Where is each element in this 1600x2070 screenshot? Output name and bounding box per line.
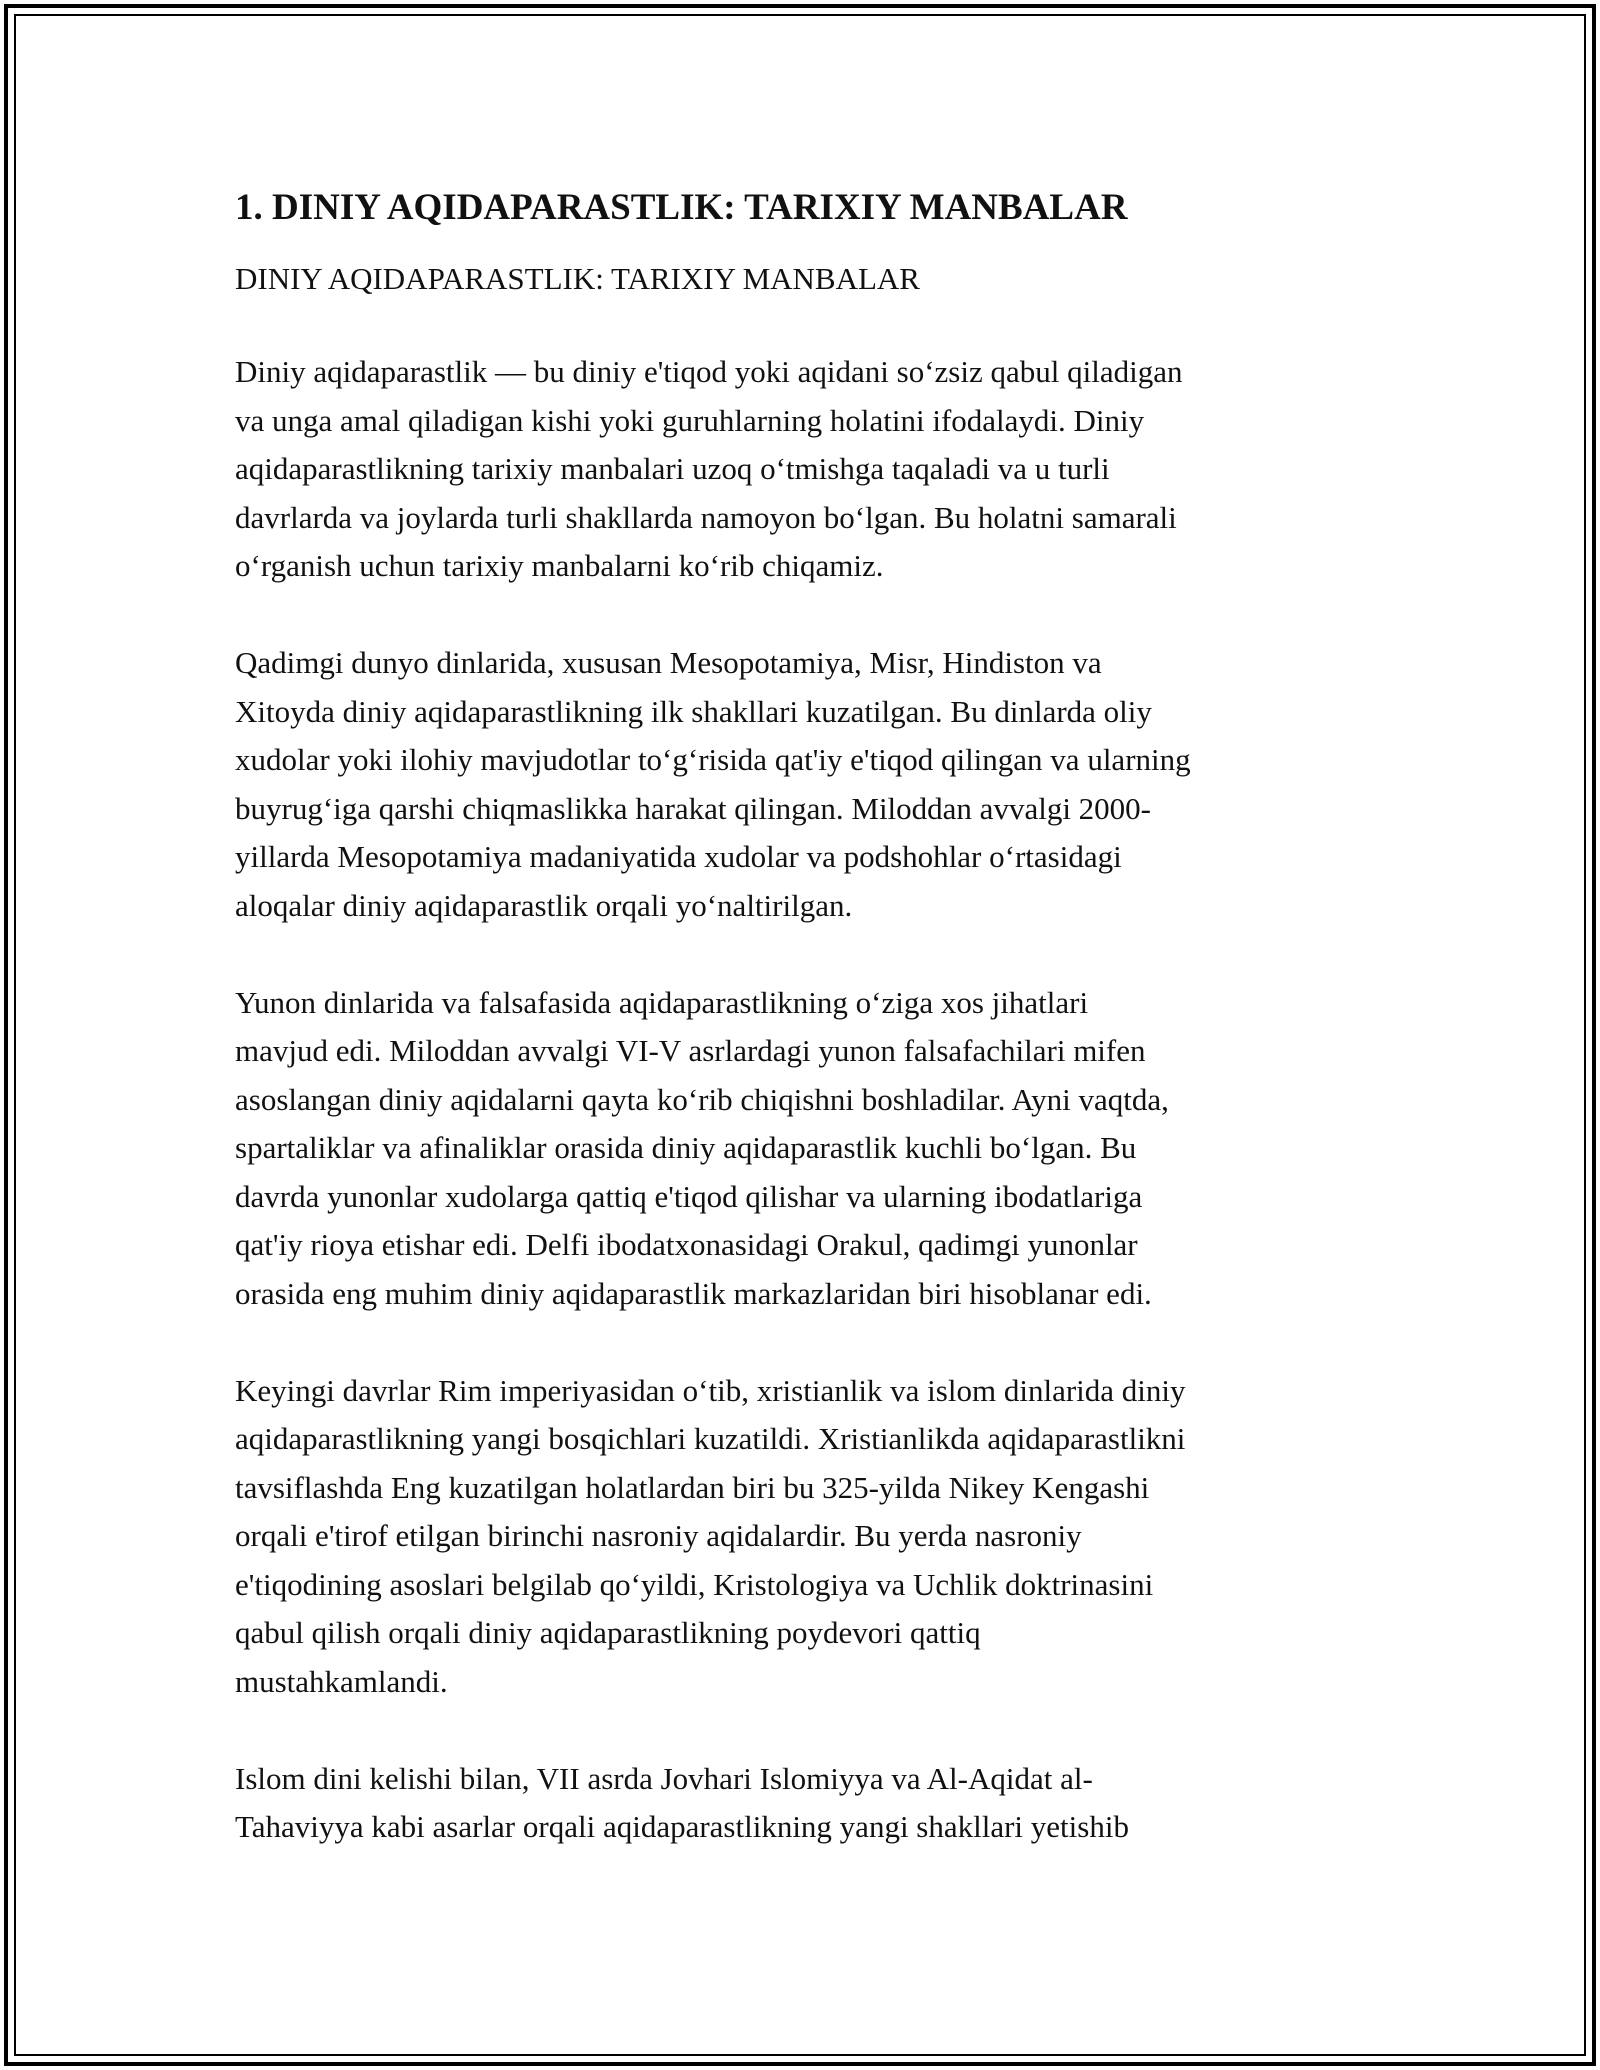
paragraph-line: Keyingi davrlar Rim imperiyasidan o‘tib, xristianlik va islom dinlarida diniy	[235, 1372, 1186, 1408]
section-heading: 1. DINIY AQIDAPARASTLIK: TARIXIY MANBALAR	[235, 187, 1128, 228]
paragraph-line: aqidaparastlikning tarixiy manbalari uzoq o‘tmishga taqaladi va u turli	[235, 451, 1110, 486]
paragraph-line: tavsiflashda Eng kuzatilgan holatlardan biri bu 325-yilda Nikey Kengashi	[235, 1469, 1150, 1505]
paragraph-line: qat'iy rioya etishar edi. Delfi ibodatxonasidagi Orakul, qadimgi yunonlar	[235, 1227, 1138, 1262]
paragraph-5	[235, 1755, 1365, 1852]
paragraph-line: orqali e'tirof etilgan birinchi nasroniy aqidalardir. Bu yerda nasroniy	[235, 1518, 1082, 1553]
paragraph-line: e'tiqodining asoslari belgilab qo‘yildi, Kristologiya va Uchlik doktrinasini	[235, 1566, 1154, 1602]
paragraph-4	[235, 1367, 1365, 1707]
paragraph-line: Qadimgi dunyo dinlarida, xususan Mesopotamiya, Misr, Hindiston va	[235, 645, 1102, 680]
paragraph-line: qabul qilish orqali diniy aqidaparastlikning poydevori qattiq	[235, 1615, 981, 1650]
paragraph-2	[235, 639, 1365, 930]
paragraph-line: Islom dini kelishi bilan, VII asrda Jovhari Islomiyya va Al-Aqidat al-	[235, 1760, 1093, 1796]
section-subheading: DINIY AQIDAPARASTLIK: TARIXIY MANBALAR	[235, 261, 920, 296]
paragraph-line: aqidaparastlikning yangi bosqichlari kuzatildi. Xristianlikda aqidaparastlikni	[235, 1421, 1186, 1456]
paragraph-line: orasida eng muhim diniy aqidaparastlik markazlaridan biri hisoblanar edi.	[235, 1275, 1152, 1311]
paragraph-line: yillarda Mesopotamiya madaniyatida xudolar va podshohlar o‘rtasidagi	[235, 839, 1122, 874]
paragraph-line: xudolar yoki ilohiy mavjudotlar to‘g‘risida qat'iy e'tiqod qilingan va ularning	[235, 742, 1191, 777]
paragraph-line: Tahaviyya kabi asarlar orqali aqidaparastlikning yangi shakllari yetishib	[235, 1809, 1129, 1844]
paragraph-line: o‘rganish uchun tarixiy manbalarni ko‘rib chiqamiz.	[235, 548, 884, 583]
paragraph-line: spartaliklar va afinaliklar orasida diniy aqidaparastlik kuchli bo‘lgan. Bu	[235, 1130, 1137, 1165]
paragraph-line: Yunon dinlarida va falsafasida aqidaparastlikning o‘ziga xos jihatlari	[235, 984, 1089, 1020]
document-body	[235, 185, 1365, 1900]
paragraph-3	[235, 979, 1365, 1319]
paragraph-line: asoslangan diniy aqidalarni qayta ko‘rib chiqishni boshladilar. Ayni vaqtda,	[235, 1081, 1169, 1117]
paragraph-line: Xitoyda diniy aqidaparastlikning ilk shakllari kuzatilgan. Bu dinlarda oliy	[235, 693, 1152, 729]
paragraph-line: davrda yunonlar xudolarga qattiq e'tiqod qilishar va ularning ibodatlariga	[235, 1178, 1143, 1214]
paragraph-line: mavjud edi. Miloddan avvalgi VI-V asrlardagi yunon falsafachilari mifen	[235, 1033, 1146, 1068]
paragraph-line: mustahkamlandi.	[235, 1663, 448, 1699]
paragraph-line: aloqalar diniy aqidaparastlik orqali yo‘naltirilgan.	[235, 887, 853, 923]
paragraph-1	[235, 348, 1365, 591]
paragraph-line: va unga amal qiladigan kishi yoki guruhlarning holatini ifodalaydi. Diniy	[235, 402, 1145, 438]
paragraph-line: davrlarda va joylarda turli shakllarda namoyon bo‘lgan. Bu holatni samarali	[235, 499, 1177, 535]
paragraph-line: buyrug‘iga qarshi chiqmaslikka harakat qilingan. Miloddan avvalgi 2000-	[235, 790, 1151, 826]
paragraph-line: Diniy aqidaparastlik — bu diniy e'tiqod yoki aqidani so‘zsiz qabul qiladigan	[235, 354, 1183, 389]
